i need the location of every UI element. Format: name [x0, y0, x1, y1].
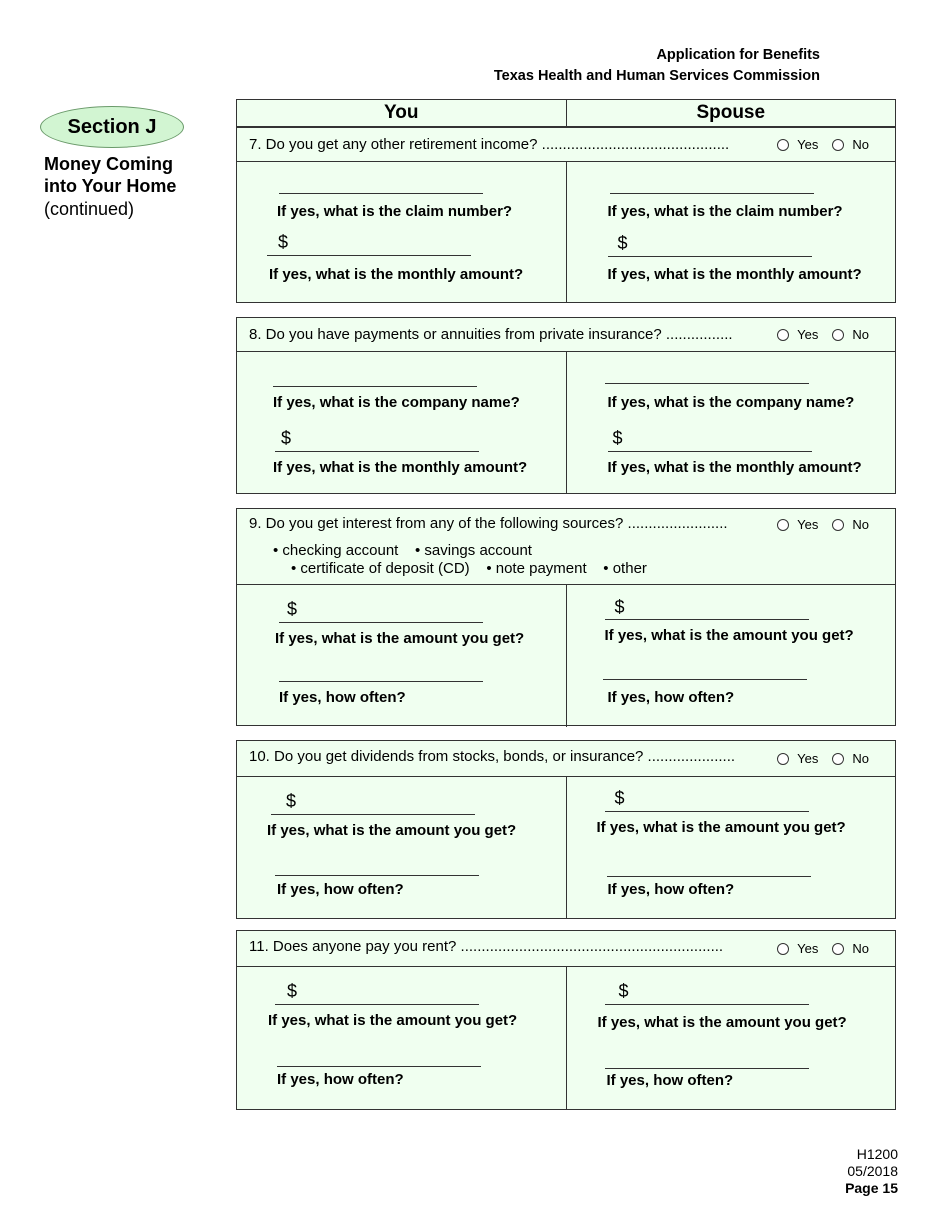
question-10-yes-radio[interactable] [777, 753, 789, 765]
question-8-no-radio[interactable] [832, 329, 844, 341]
interest-sources-line-2: • certificate of deposit (CD) • note payment • other [291, 560, 647, 577]
field-label: If yes, what is the claim number? [277, 203, 513, 220]
you-answer-cell [237, 162, 567, 302]
question-10-text: 10. Do you get dividends from stocks, bonds, or insurance? ..................... [249, 748, 736, 765]
interest-sources-line-1: • checking account • savings account [273, 542, 532, 559]
you-answer-cell [237, 352, 567, 493]
question-9-text: 9. Do you get interest from any of the following sources? ........................ [249, 515, 728, 532]
question-7-block [236, 127, 896, 303]
dollar-sign: $ [612, 428, 623, 448]
question-11-row [237, 931, 895, 967]
field-label: If yes, what is the monthly amount? [607, 459, 862, 476]
you-monthly-amount-field[interactable] [275, 451, 479, 452]
you-rent-amount-field[interactable] [275, 1004, 479, 1005]
section-subtitle: (continued) [44, 199, 135, 219]
question-7-options [777, 137, 869, 152]
spouse-dividends-frequency-field[interactable] [607, 876, 811, 877]
question-11-block [236, 930, 896, 1110]
question-7-no-radio[interactable] [832, 139, 844, 151]
dollar-sign: $ [617, 233, 628, 253]
spouse-answer-cell [567, 585, 896, 727]
question-10-options [777, 751, 869, 766]
dollar-sign: $ [281, 428, 292, 448]
you-dividends-frequency-field[interactable] [275, 875, 479, 876]
field-label: If yes, how often? [279, 689, 406, 706]
dollar-sign: $ [614, 597, 625, 617]
question-8-text: 8. Do you have payments or annuities from private insurance? ................ [249, 326, 733, 343]
question-10-answers [237, 777, 895, 918]
field-label: If yes, what is the company name? [273, 394, 520, 411]
field-label: If yes, how often? [607, 689, 735, 706]
dollar-sign: $ [618, 981, 629, 1001]
question-10-row [237, 741, 895, 777]
spouse-company-name-field[interactable] [605, 383, 809, 384]
spouse-monthly-amount-field[interactable] [608, 451, 812, 452]
spouse-answer-cell [567, 352, 896, 493]
column-you: You [237, 100, 567, 126]
yes-label: Yes [797, 327, 819, 342]
question-8-options [777, 327, 869, 342]
dollar-sign: $ [286, 791, 297, 811]
form-title: Application for Benefits [656, 47, 820, 63]
section-title: Money Coming into Your Home [44, 154, 177, 196]
spouse-answer-cell [567, 777, 896, 918]
no-label: No [852, 941, 869, 956]
question-8-block [236, 317, 896, 494]
spouse-claim-number-field[interactable] [610, 193, 814, 194]
field-label: If yes, how often? [607, 881, 735, 898]
question-11-yes-radio[interactable] [777, 943, 789, 955]
yes-label: Yes [797, 517, 819, 532]
spouse-rent-frequency-field[interactable] [605, 1068, 809, 1069]
spouse-answer-cell [567, 162, 896, 302]
yes-label: Yes [797, 751, 819, 766]
you-interest-amount-field[interactable] [279, 622, 483, 623]
form-date: 05/2018 [847, 1163, 898, 1179]
question-8-yes-radio[interactable] [777, 329, 789, 341]
you-answer-cell [237, 585, 567, 727]
spouse-answer-cell [567, 967, 896, 1109]
question-8-row [237, 318, 895, 352]
question-11-text: 11. Does anyone pay you rent? ............................................................... [249, 938, 724, 955]
field-label: If yes, what is the claim number? [607, 203, 843, 220]
question-9-no-radio[interactable] [832, 519, 844, 531]
no-label: No [852, 327, 869, 342]
field-label: If yes, what is the amount you get? [604, 627, 854, 644]
field-label: If yes, what is the amount you get? [596, 819, 846, 836]
question-9-options [777, 517, 869, 532]
form-number: H1200 [856, 1146, 898, 1162]
column-spouse: Spouse [696, 102, 766, 123]
you-answer-cell [237, 967, 567, 1109]
field-label: If yes, how often? [277, 1071, 404, 1088]
question-7-answers [237, 162, 895, 302]
you-company-name-field[interactable] [273, 386, 477, 387]
page-footer [845, 1146, 898, 1197]
dollar-sign: $ [278, 232, 289, 252]
spouse-rent-amount-field[interactable] [605, 1004, 809, 1005]
dollar-sign: $ [287, 981, 298, 1001]
field-label: If yes, what is the company name? [607, 394, 855, 411]
question-7-text: 7. Do you get any other retirement income? ............................................. [249, 136, 730, 153]
you-interest-frequency-field[interactable] [279, 681, 483, 682]
yes-label: Yes [797, 137, 819, 152]
spouse-interest-frequency-field[interactable] [603, 679, 807, 680]
page-number: Page 15 [845, 1180, 898, 1196]
question-10-block [236, 740, 896, 919]
section-badge: Section J [40, 106, 184, 148]
you-monthly-amount-field[interactable] [267, 255, 471, 256]
field-label: If yes, how often? [277, 881, 404, 898]
you-dividends-amount-field[interactable] [271, 814, 475, 815]
field-label: If yes, what is the amount you get? [597, 1014, 847, 1031]
no-label: No [852, 137, 869, 152]
spouse-dividends-amount-field[interactable] [605, 811, 809, 812]
you-answer-cell [237, 777, 567, 918]
question-10-no-radio[interactable] [832, 753, 844, 765]
field-label: If yes, what is the amount you get? [267, 822, 517, 839]
field-label: If yes, how often? [606, 1072, 734, 1089]
question-9-answers [237, 585, 895, 727]
question-9-block [236, 508, 896, 726]
field-label: If yes, what is the monthly amount? [607, 266, 862, 283]
field-label: If yes, what is the amount you get? [268, 1012, 518, 1029]
no-label: No [852, 751, 869, 766]
you-rent-frequency-field[interactable] [277, 1066, 481, 1067]
field-label: If yes, what is the monthly amount? [273, 459, 528, 476]
question-7-yes-radio[interactable] [777, 139, 789, 151]
field-label: If yes, what is the amount you get? [275, 630, 525, 647]
question-7-row [237, 128, 895, 162]
yes-label: Yes [797, 941, 819, 956]
question-11-no-radio[interactable] [832, 943, 844, 955]
column-header [236, 99, 896, 127]
question-11-answers [237, 967, 895, 1109]
question-11-options [777, 941, 869, 956]
you-claim-number-field[interactable] [279, 193, 483, 194]
question-9-yes-radio[interactable] [777, 519, 789, 531]
agency-name: Texas Health and Human Services Commission [493, 68, 820, 84]
spouse-interest-amount-field[interactable] [605, 619, 809, 620]
dollar-sign: $ [614, 788, 625, 808]
field-label: If yes, what is the monthly amount? [269, 266, 524, 283]
question-9-row [237, 509, 895, 585]
no-label: No [852, 517, 869, 532]
spouse-monthly-amount-field[interactable] [608, 256, 812, 257]
dollar-sign: $ [287, 599, 298, 619]
question-8-answers [237, 352, 895, 493]
